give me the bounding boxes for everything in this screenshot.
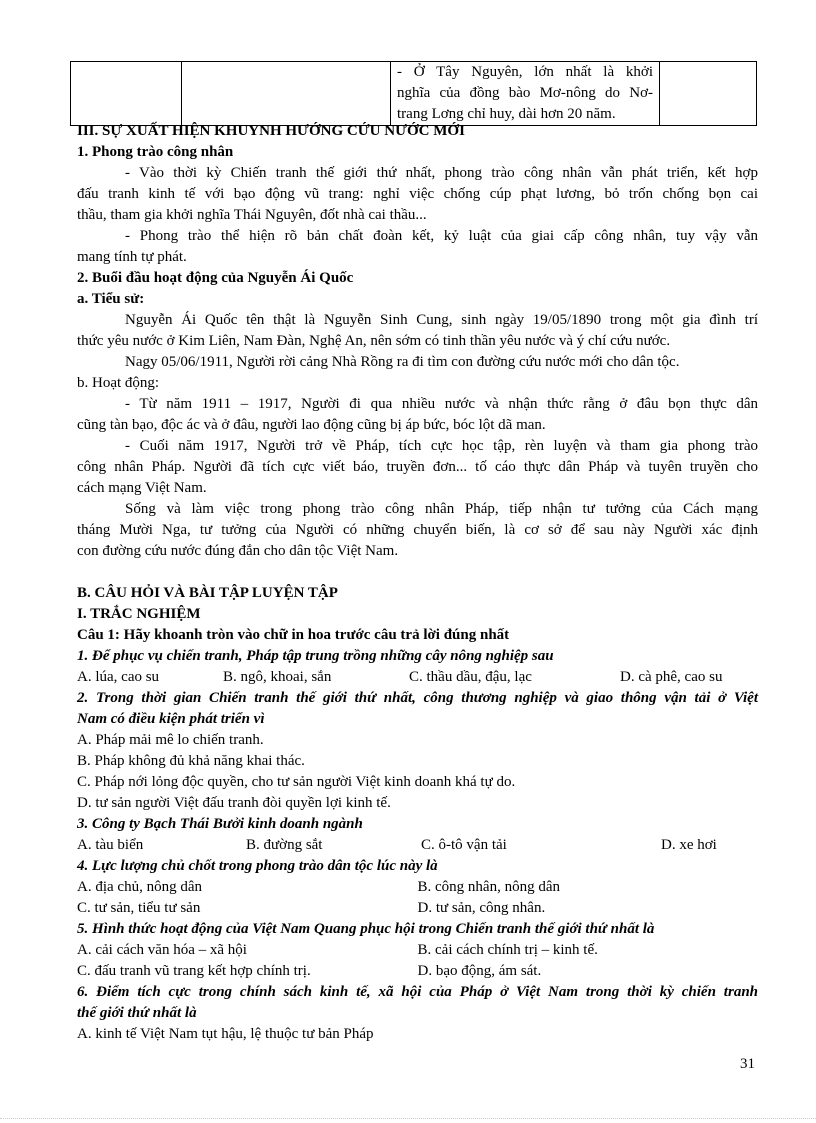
question: 2. Trong thời gian Chiến tranh thế giới thứ nhất, công thương nghiệp và giao thông vận tải ở Việt: [77, 690, 758, 706]
option: A. tàu biển: [77, 837, 144, 853]
option: C. tư sản, tiểu tư sản: [77, 900, 201, 916]
option: C. thầu dầu, đậu, lạc: [409, 669, 532, 685]
paragraph-line: Sống và làm việc trong phong trào công nhân Pháp, tiếp nhận tư tưởng của Cách mạng: [125, 501, 758, 517]
options-row: [77, 877, 758, 898]
question: Nam có điều kiện phát triển vì: [77, 711, 265, 727]
table-cell-line: - Ở Tây Nguyên, lớn nhất là khởi: [397, 64, 653, 80]
subheading: 1. Phong trào công nhân: [77, 144, 234, 160]
options-row: [77, 961, 758, 982]
question: thế giới thứ nhất là: [77, 1005, 197, 1021]
option: A. địa chủ, nông dân: [77, 879, 202, 895]
option: A. cải cách văn hóa – xã hội: [77, 942, 247, 958]
paragraph-line: tháng Mười Nga, tư tưởng của Người có những chuyển biến, là cơ sở để sau này Người xác định: [77, 522, 758, 538]
question: 3. Công ty Bạch Thái Bưởi kinh doanh ngành: [77, 816, 363, 832]
paragraph-line: đấu tranh kinh tế với bạo động vũ trang: nghỉ việc chống cúp phạt lương, bỏ trốn chống bọn cai: [77, 186, 758, 202]
table-cell: [660, 62, 757, 126]
table-cell-line: trang Lơng chỉ huy, dài hơn 20 năm.: [397, 106, 616, 122]
paragraph-line: - Phong trào thể hiện rõ bản chất đoàn kết, kỷ luật của giai cấp công nhân, tuy vậy vẫn: [125, 228, 758, 244]
paragraph-line: - Từ năm 1911 – 1917, Người đi qua nhiều nước và nhận thức rằng ở đâu bọn thực dân: [125, 396, 758, 412]
option: B. công nhân, nông dân: [417, 879, 560, 895]
option: C. đấu tranh vũ trang kết hợp chính trị.: [77, 963, 311, 979]
subheading: a. Tiểu sử:: [77, 291, 145, 307]
options-row: [77, 835, 758, 856]
paragraph-line: thức yêu nước ở Kim Liên, Nam Đàn, Nghệ An, nên sớm có tinh thần yêu nước và ý chí cứu nước.: [77, 333, 671, 349]
paragraph-line: con đường cứu nước đúng đắn cho dân tộc Việt Nam.: [77, 543, 399, 559]
question: 6. Điểm tích cực trong chính sách kinh tế, xã hội của Pháp ở Việt Nam trong thời kỳ chiến tranh: [77, 984, 758, 1000]
question: 5. Hình thức hoạt động của Việt Nam Quang phục hội trong Chiến tranh thế giới thứ nhất là: [77, 921, 655, 937]
section-heading: III. SỰ XUẤT HIỆN KHUYNH HƯỚNG CỨU NƯỚC MỚI: [77, 123, 465, 139]
subheading: b. Hoạt động:: [77, 375, 160, 391]
instruction: Câu 1: Hãy khoanh tròn vào chữ in hoa trước câu trả lời đúng nhất: [77, 627, 510, 643]
top-table: [70, 61, 757, 126]
option: D. xe hơi: [661, 837, 717, 853]
option: A. lúa, cao su: [77, 669, 160, 685]
table-cell: [71, 62, 182, 126]
part-heading: B. CÂU HỎI VÀ BÀI TẬP LUYỆN TẬP: [77, 585, 338, 601]
page-content: [77, 121, 758, 1045]
page-bottom-divider: [0, 1118, 816, 1119]
subheading: 2. Buổi đầu hoạt động của Nguyễn Ái Quốc: [77, 270, 354, 286]
table-cell: [391, 62, 660, 126]
question: 4. Lực lượng chủ chốt trong phong trào dân tộc lúc này là: [77, 858, 438, 874]
subheading: I. TRẮC NGHIỆM: [77, 606, 201, 622]
option: B. cải cách chính trị – kinh tế.: [417, 942, 598, 958]
paragraph-line: Nguyễn Ái Quốc tên thật là Nguyễn Sinh Cung, sinh ngày 19/05/1890 trong một gia đình trí: [125, 312, 758, 328]
option: C. ô-tô vận tải: [421, 837, 507, 853]
paragraph-line: Nagy 05/06/1911, Người rời cảng Nhà Rồng ra đi tìm con đường cứu nước mới cho dân tộc.: [125, 354, 680, 370]
table-cell-line: nghĩa của đồng bào Mơ-nông do Nơ-: [397, 85, 653, 101]
table-cell: [182, 62, 391, 126]
option: B. Pháp không đủ khả năng khai thác.: [77, 753, 305, 769]
paragraph-line: mang tính tự phát.: [77, 249, 187, 265]
options-row: [77, 898, 758, 919]
paragraph-line: - Vào thời kỳ Chiến tranh thế giới thứ nhất, phong trào công nhân vẫn phát triển, kết hợp: [125, 165, 758, 181]
paragraph-line: thầu, tham gia khởi nghĩa Thái Nguyên, đốt nhà cai thầu...: [77, 207, 427, 223]
options-row: [77, 667, 758, 688]
page-number: 31: [740, 1056, 755, 1072]
option: B. đường sắt: [246, 837, 323, 853]
option: D. tư sản người Việt đấu tranh đòi quyền lợi kinh tế.: [77, 795, 391, 811]
option: C. Pháp nới lỏng độc quyền, cho tư sản người Việt kinh doanh khá tự do.: [77, 774, 516, 790]
paragraph-line: công nhân Pháp. Người đã tích cực viết báo, truyền đơn... tố cáo thực dân Pháp và tuyên truyền cho: [77, 459, 758, 475]
paragraph-line: cách mạng Việt Nam.: [77, 480, 207, 496]
option: D. tư sản, công nhân.: [417, 900, 546, 916]
option: A. kinh tế Việt Nam tụt hậu, lệ thuộc tư bản Pháp: [77, 1026, 374, 1042]
options-row: [77, 940, 758, 961]
paragraph-line: - Cuối năm 1917, Người trở về Pháp, tích cực học tập, rèn luyện và tham gia phong trào: [125, 438, 758, 454]
option: A. Pháp mải mê lo chiến tranh.: [77, 732, 264, 748]
paragraph-line: cũng tàn bạo, độc ác và ở đâu, người lao động cũng bị áp bức, bóc lột dã man.: [77, 417, 546, 433]
question: 1. Để phục vụ chiến tranh, Pháp tập trung trồng những cây nông nghiệp sau: [77, 648, 554, 664]
option: D. bạo động, ám sát.: [417, 963, 542, 979]
option: D. cà phê, cao su: [620, 669, 723, 685]
option: B. ngô, khoai, sắn: [223, 669, 332, 685]
